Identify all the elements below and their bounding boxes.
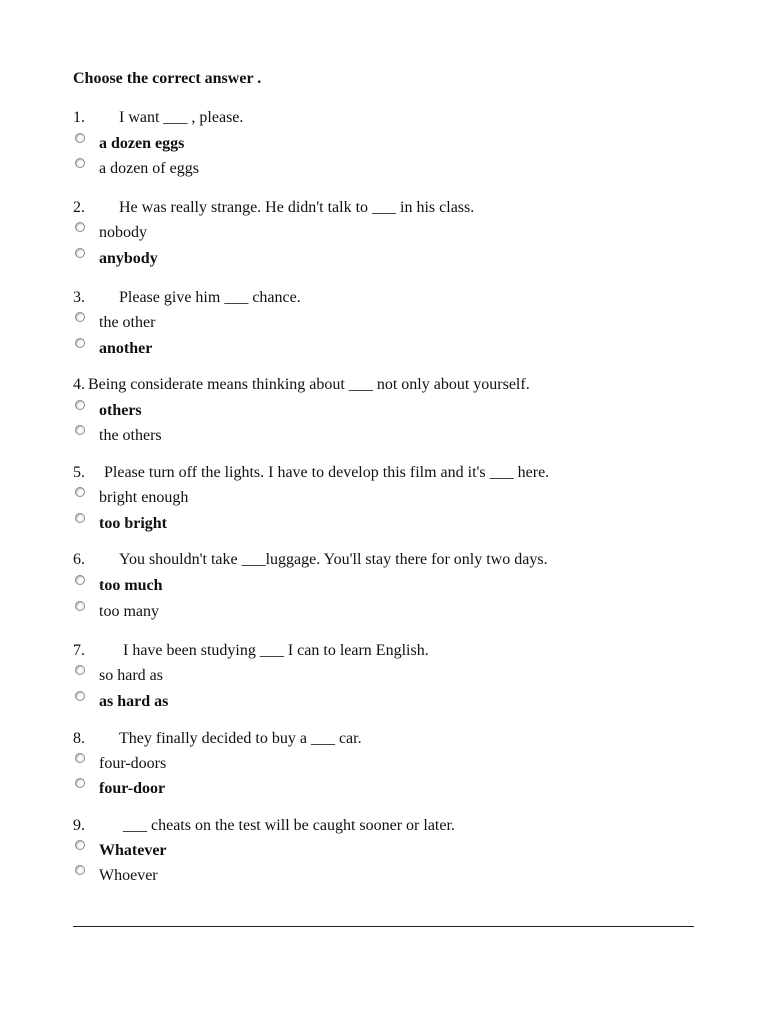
question-4-text: Being considerate means thinking about ___ not only about yourself. (88, 376, 530, 393)
question-7-option-b-radio[interactable] (75, 691, 85, 701)
question-6-option-a-label: too much (99, 577, 163, 594)
question-6-number: 6. (73, 551, 85, 568)
question-2-number: 2. (73, 199, 85, 216)
question-4-number: 4. (73, 376, 85, 393)
question-9-option-a-radio[interactable] (75, 840, 85, 850)
question-2-option-b-label: anybody (99, 250, 158, 267)
question-3-text: Please give him ___ chance. (119, 289, 301, 306)
question-6-option-a-radio[interactable] (75, 575, 85, 585)
question-1-option-a-label: a dozen eggs (99, 135, 185, 152)
question-3-option-a-radio[interactable] (75, 312, 85, 322)
question-1-option-b-label: a dozen of eggs (99, 160, 199, 177)
question-9-option-a-label: Whatever (99, 842, 167, 859)
question-5-number: 5. (73, 464, 85, 481)
question-9-option-b-radio[interactable] (75, 865, 85, 875)
question-9-text: ___ cheats on the test will be caught sooner or later. (123, 817, 455, 834)
question-4-option-a-radio[interactable] (75, 400, 85, 410)
question-7-option-a-label: so hard as (99, 667, 163, 684)
question-6-option-b-radio[interactable] (75, 601, 85, 611)
question-5-option-b-label: too bright (99, 515, 167, 532)
question-7-number: 7. (73, 642, 85, 659)
question-5-option-a-label: bright enough (99, 489, 189, 506)
question-3-option-b-radio[interactable] (75, 338, 85, 348)
question-9-number: 9. (73, 817, 85, 834)
question-2-option-a-label: nobody (99, 224, 147, 241)
question-2-option-b-radio[interactable] (75, 248, 85, 258)
page-title: Choose the correct answer . (73, 70, 262, 87)
question-1-option-b-radio[interactable] (75, 158, 85, 168)
question-6-option-b-label: too many (99, 603, 159, 620)
question-3-option-a-label: the other (99, 314, 156, 331)
question-7-option-a-radio[interactable] (75, 665, 85, 675)
question-4-option-b-radio[interactable] (75, 425, 85, 435)
question-8-number: 8. (73, 730, 85, 747)
question-8-option-b-label: four-door (99, 780, 166, 797)
question-2-text: He was really strange. He didn't talk to ___ in his class. (119, 199, 475, 216)
question-6-text: You shouldn't take ___luggage. You'll stay there for only two days. (119, 551, 548, 568)
question-5-option-b-radio[interactable] (75, 513, 85, 523)
question-8-option-a-label: four-doors (99, 755, 167, 772)
question-3-option-b-label: another (99, 340, 153, 357)
question-4-option-b-label: the others (99, 427, 162, 444)
question-2-option-a-radio[interactable] (75, 222, 85, 232)
question-5-text: Please turn off the lights. I have to develop this film and it's ___ here. (104, 464, 550, 481)
question-3-number: 3. (73, 289, 85, 306)
question-7-option-b-label: as hard as (99, 693, 169, 710)
question-7-text: I have been studying ___ I can to learn English. (123, 642, 429, 659)
question-5-option-a-radio[interactable] (75, 487, 85, 497)
question-1-text: I want ___ , please. (119, 109, 244, 126)
question-1-number: 1. (73, 109, 85, 126)
question-9-option-b-label: Whoever (99, 867, 158, 884)
question-8-text: They finally decided to buy a ___ car. (119, 730, 362, 747)
bottom-divider (73, 926, 694, 927)
question-1-option-a-radio[interactable] (75, 133, 85, 143)
question-4-option-a-label: others (99, 402, 142, 419)
question-8-option-a-radio[interactable] (75, 753, 85, 763)
question-8-option-b-radio[interactable] (75, 778, 85, 788)
